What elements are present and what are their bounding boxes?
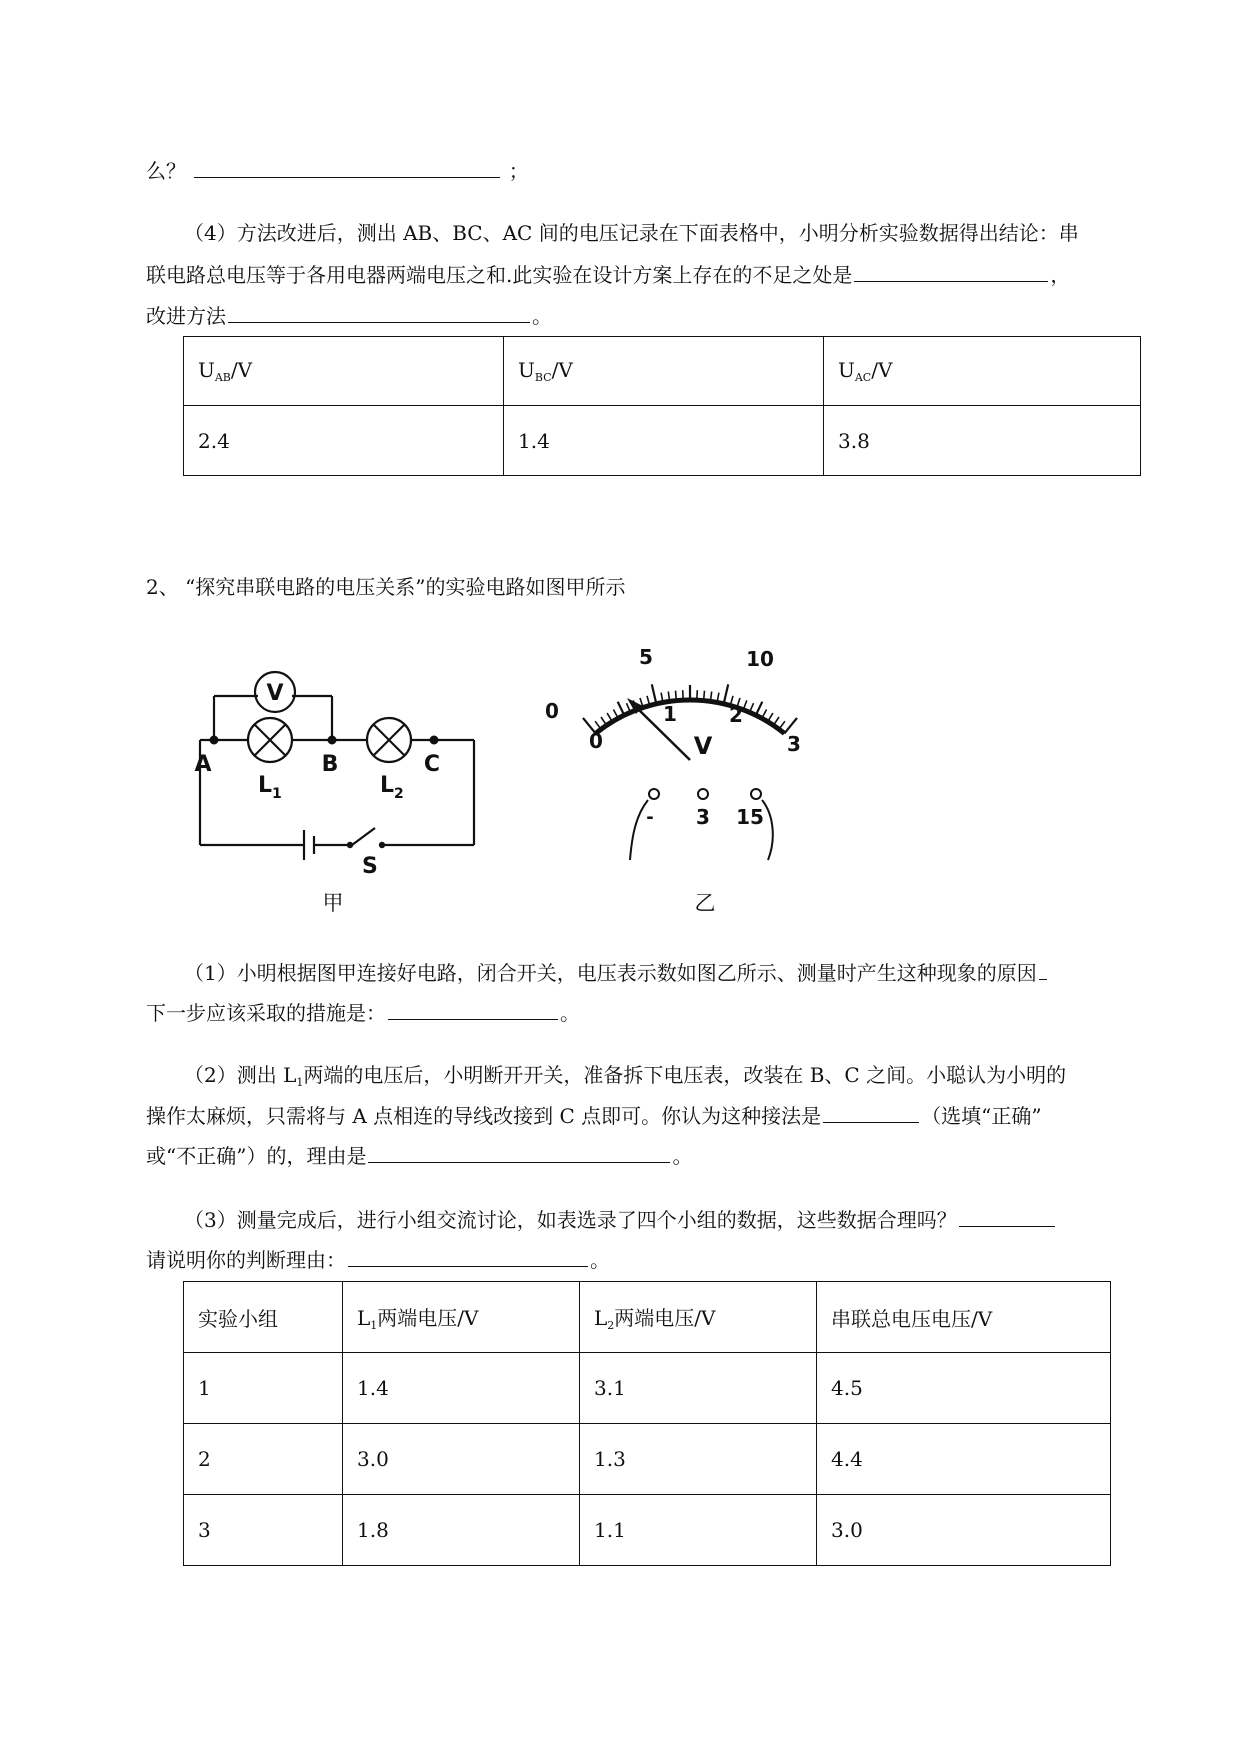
- upper-scale-label: 0: [545, 699, 559, 723]
- point-c-label: C: [423, 752, 441, 777]
- switch-label: S: [362, 854, 378, 879]
- terminal-label-15: 15: [736, 805, 764, 829]
- figure-caption-jia: 甲: [322, 891, 344, 915]
- q2-part2-line2: [146, 1100, 1042, 1131]
- q2-part2-line3: [146, 1140, 692, 1171]
- q2-part2-subscript: 1: [296, 1076, 304, 1089]
- answer-blank[interactable]: [348, 1244, 588, 1267]
- lower-scale-label: 3: [787, 732, 801, 756]
- q2-part2-line3-text: 或“不正确”）的，理由是: [146, 1144, 367, 1168]
- answer-blank[interactable]: [228, 300, 530, 323]
- q2-part3-text: （3）测量完成后，进行小组交流讨论，如表选录了四个小组的数据，这些数据合理吗？: [184, 1208, 957, 1232]
- q2-part2-line2-option: （选填“正确”: [921, 1104, 1042, 1128]
- voltage-table-1: [183, 336, 1141, 476]
- table1-cell: 1.4: [504, 406, 824, 476]
- circuit-diagram: [180, 640, 500, 920]
- table2-cell: 3.1: [580, 1353, 817, 1424]
- q2-part2-text-a: （2）测出 L: [184, 1063, 297, 1087]
- upper-scale-label: 10: [746, 647, 774, 671]
- q2-part3-line1: [184, 1204, 1057, 1235]
- lower-scale-label: 0: [589, 729, 603, 753]
- table2-cell: 3.0: [817, 1495, 1111, 1566]
- answer-blank[interactable]: [388, 997, 558, 1020]
- q1-part4-line1: （4）方法改进后，测出 AB、BC、AC 间的电压记录在下面表格中，小明分析实验数据得出结论：串: [184, 221, 1079, 245]
- q2-part2-line3-period: 。: [672, 1144, 693, 1168]
- table1-cell: 2.4: [184, 406, 504, 476]
- table2-cell: 1.8: [343, 1495, 580, 1566]
- q1-part4-line3-text: 改进方法: [146, 304, 226, 328]
- table2-header: 实验小组: [184, 1282, 343, 1353]
- q2-part3-line2: [146, 1244, 610, 1275]
- dial-tick: [652, 684, 657, 703]
- table2-cell: 4.5: [817, 1353, 1111, 1424]
- lamp1-label: $L_1$: [258, 773, 282, 802]
- table-row: [184, 1424, 1111, 1495]
- answer-blank[interactable]: [194, 155, 500, 178]
- table2-cell: 2: [184, 1424, 343, 1495]
- q1-part4-line3: [146, 300, 552, 331]
- table2-cell: 1.3: [580, 1424, 817, 1495]
- q1-tail-prefix: 么？: [146, 159, 186, 183]
- table2-header: $L_1$两端电压/V: [343, 1282, 580, 1353]
- table1-header-uab: $U_{AB}/V$: [184, 337, 504, 406]
- q2-part1-text: （1）小明根据图甲连接好电路，闭合开关，电压表示数如图乙所示、测量时产生这种现象的原因: [184, 961, 1037, 985]
- dial-tick: [724, 684, 729, 703]
- terminal-minus: [649, 789, 659, 799]
- q2-part3-line2-period: 。: [590, 1248, 610, 1272]
- table1-header-uac: $U_{AC}/V$: [824, 337, 1141, 406]
- table2-header: 串联总电压电压/V: [817, 1282, 1111, 1353]
- table2-cell: 3: [184, 1495, 343, 1566]
- terminal-3: [698, 789, 708, 799]
- q1-part4-line3-period: 。: [532, 304, 552, 328]
- point-a-label: A: [194, 752, 212, 777]
- table2-cell: 1.1: [580, 1495, 817, 1566]
- terminal-label-minus: -: [646, 807, 654, 828]
- lamp2-label: $L_2$: [380, 773, 404, 802]
- q2-part1-line2-text: 下一步应该采取的措施是：: [146, 1001, 386, 1025]
- terminal-label-3: 3: [696, 805, 710, 829]
- upper-scale-label: 5: [639, 645, 653, 669]
- q1-part4-line2-text: 联电路总电压等于各用电器两端电压之和.此实验在设计方案上存在的不足之处是: [146, 263, 853, 287]
- dial-meter-label: V: [693, 732, 713, 760]
- lower-scale-label: 1: [663, 702, 677, 726]
- table1-header-ubc: $U_{BC}/V$: [504, 337, 824, 406]
- table2-cell: 1.4: [343, 1353, 580, 1424]
- table2-cell: 4.4: [817, 1424, 1111, 1495]
- lower-scale-label: 2: [729, 703, 743, 727]
- q2-part2-line1: [184, 1060, 1066, 1098]
- voltmeter-dial: [530, 640, 870, 920]
- q2-part2-line2-text: 操作太麻烦，只需将与 A 点相连的导线改接到 C 点即可。你认为这种接法是: [146, 1104, 822, 1128]
- q1-tail-line: [146, 155, 529, 186]
- table2-cell: 1: [184, 1353, 343, 1424]
- answer-blank[interactable]: [1039, 957, 1047, 980]
- answer-blank[interactable]: [368, 1140, 670, 1163]
- q2-part1-line1: [184, 957, 1049, 988]
- answer-blank[interactable]: [854, 259, 1048, 282]
- q2-part3-line2-text: 请说明你的判断理由：: [146, 1248, 346, 1272]
- answer-blank[interactable]: [959, 1204, 1055, 1227]
- q1-part4-line2: [146, 259, 1070, 290]
- table-row: [184, 1353, 1111, 1424]
- voltage-table-2: [183, 1281, 1111, 1566]
- q2-title: 2、 “探究串联电路的电压关系”的实验电路如图甲所示: [146, 575, 626, 599]
- voltmeter-label: V: [266, 681, 284, 706]
- q1-part4-line2-comma: ，: [1050, 263, 1071, 287]
- q2-part1-line2: [146, 997, 580, 1028]
- table2-header: $L_2$两端电压/V: [580, 1282, 817, 1353]
- q1-tail-suffix: ；: [508, 159, 529, 183]
- q2-part2-text-b: 两端的电压后，小明断开开关，准备拆下电压表，改装在 B、C 之间。小聪认为小明的: [303, 1063, 1067, 1087]
- terminal-15: [751, 789, 761, 799]
- table1-cell: 3.8: [824, 406, 1141, 476]
- table-row: [184, 1495, 1111, 1566]
- table2-cell: 3.0: [343, 1424, 580, 1495]
- q2-part1-line2-period: 。: [560, 1001, 580, 1025]
- point-b-label: B: [321, 752, 339, 777]
- figure-caption-yi: 乙: [694, 891, 716, 915]
- answer-blank[interactable]: [823, 1100, 919, 1123]
